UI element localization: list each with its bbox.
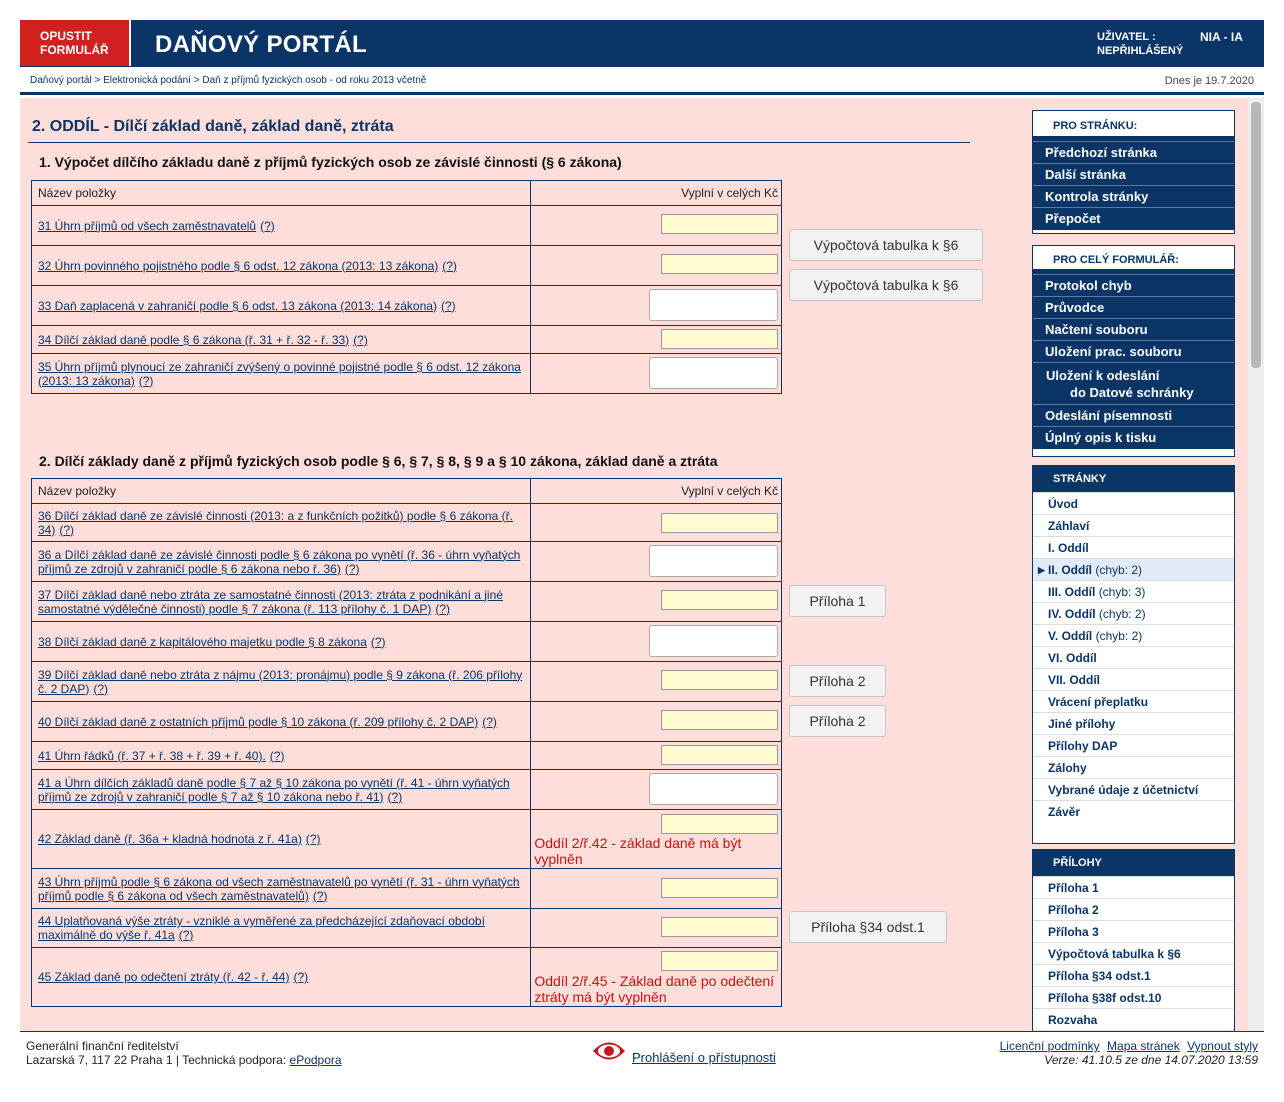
table-row (32, 702, 782, 742)
page-link-oddil-7[interactable] (1033, 668, 1234, 690)
nav-check-page[interactable]: Kontrola stránky (1033, 185, 1234, 207)
nav-previous-page[interactable]: Předchozí stránka (1033, 141, 1234, 163)
validation-error-42: Oddíl 2/ř.42 - základ daně má být vyplněn (534, 835, 742, 867)
attachment-link[interactable]: Příloha 2 (1033, 898, 1234, 920)
help-link[interactable]: (?) (312, 888, 328, 903)
breadcrumb-bar (20, 67, 1264, 95)
form-content (20, 98, 1248, 1031)
row-label-34 (32, 326, 531, 354)
sidebar-pages (1032, 465, 1235, 844)
attachment-link[interactable]: Příloha 3 (1033, 920, 1234, 942)
row-value-cell-41 (531, 742, 782, 770)
page-link-oddil-1[interactable] (1033, 536, 1234, 558)
breadcrumb-item-submissions[interactable]: Elektronická podání (103, 75, 191, 86)
page-link-zaver[interactable] (1033, 800, 1234, 822)
portal-title: DAŇOVÝ PORTÁL (155, 31, 367, 58)
user-label: UŽIVATEL : (1097, 31, 1156, 43)
row-label-35 (32, 354, 531, 394)
attachment-link[interactable]: Příloha 1 (1033, 876, 1234, 898)
table-row (32, 869, 782, 909)
accessibility-link[interactable]: Prohlášení o přístupnosti (632, 1050, 776, 1065)
row-label-44 (32, 909, 531, 948)
nav-next-page[interactable]: Další stránka (1033, 163, 1234, 185)
row-value-cell-42 (531, 810, 782, 869)
sidebar-attachments (1032, 849, 1235, 1031)
table-row (32, 810, 782, 869)
exit-form-label-1: OPUSTIT (40, 29, 93, 43)
row-value-cell-33 (531, 286, 782, 326)
row-link-38[interactable]: 38 Dílčí základ daně z kapitálového majetku podle § 8 zákona (38, 634, 367, 649)
page-link-label: IV. Oddíl (1048, 607, 1096, 621)
page-frame (20, 20, 1264, 1082)
row-value-cell-45 (531, 948, 782, 1007)
row-value-cell-36 (531, 504, 782, 542)
nav-save-work-file[interactable]: Uložení prac. souboru (1033, 340, 1234, 362)
attachment-2-button[interactable]: Příloha 2 (789, 665, 886, 697)
row-link-33[interactable]: 33 Daň zaplacená v zahraničí podle § 6 odst. 13 zákona (2013: 14 zákona) (38, 298, 437, 313)
page-error-count: (chyb: 3) (1098, 585, 1146, 599)
help-link[interactable]: (?) (440, 298, 456, 313)
sitemap-link[interactable]: Mapa stránek (1107, 1039, 1180, 1053)
row-label-40 (32, 702, 531, 742)
col-header-name: Název položky (32, 181, 531, 206)
page-link-label: VI. Oddíl (1048, 651, 1097, 665)
page-link-oddil-3[interactable] (1033, 580, 1234, 602)
row-44-input[interactable] (661, 917, 778, 937)
row-link-36[interactable]: 36 Dílčí základ daně ze závislé činnosti (2013: a z funkčních požitků) podle § 6 zákona (ř. 34) (38, 508, 513, 537)
page-link-label: V. Oddíl (1048, 629, 1093, 643)
nav-load-file[interactable]: Načtení souboru (1033, 318, 1234, 340)
page-error-count: (chyb: 2) (1095, 563, 1143, 577)
page-link-label: VII. Oddíl (1048, 673, 1101, 687)
table-row (32, 542, 782, 582)
row-link-44[interactable]: 44 Uplatňovaná výše ztráty - vzniklé a vyměřené za předcházející zdaňovací období maximálně do výše ř. 41a (38, 914, 485, 942)
sidebar-page-actions (1032, 110, 1235, 234)
row-value-cell-40 (531, 702, 782, 742)
support-link[interactable]: ePodpora (289, 1053, 342, 1067)
row-value-cell-31 (531, 206, 782, 246)
row-link-45[interactable]: 45 Základ daně po odečtení ztráty (ř. 42 - ř. 44) (38, 970, 290, 984)
page-link-label: Vrácení přeplatku (1048, 695, 1149, 709)
row-link-42[interactable]: 42 Základ daně (ř. 36a + kladná hodnota z ř. 41a) (38, 832, 302, 846)
page-link-label: Záhlaví (1048, 519, 1090, 533)
page-error-count: (chyb: 2) (1098, 607, 1146, 621)
page-link-uvod[interactable] (1033, 492, 1234, 514)
row-value-cell-37 (531, 582, 782, 622)
table-row (32, 948, 782, 1007)
table-row (32, 662, 782, 702)
page-link-label: Zálohy (1048, 761, 1087, 775)
help-link[interactable]: (?) (435, 601, 450, 616)
table-header-row (32, 479, 782, 504)
row-value-cell-35 (531, 354, 782, 394)
breadcrumb-separator: > (190, 75, 203, 86)
row-label-33 (32, 286, 531, 326)
page-link-label: Úvod (1048, 497, 1078, 511)
row-value-cell-32 (531, 246, 782, 286)
table-row (32, 909, 782, 948)
row-label-41a (32, 770, 531, 810)
row-label-41 (32, 742, 531, 770)
row-41-input[interactable] (661, 745, 778, 765)
row-label-42 (32, 810, 531, 869)
col-header-value: Vyplní v celých Kč (531, 181, 782, 206)
row-value-cell-41a (531, 770, 782, 810)
sidebar-form-title: PRO CELÝ FORMULÁŘ: (1033, 246, 1234, 274)
row-link-31[interactable]: 31 Úhrn příjmů od všech zaměstnavatelů (38, 218, 257, 233)
exit-form-label-2: FORMULÁŘ (40, 43, 109, 57)
row-40-input[interactable] (661, 710, 778, 730)
table-row (32, 354, 782, 394)
current-page-arrow-icon: ▶ (1038, 565, 1045, 575)
subsection-title-2: 2. Dílčí základy daně z příjmů fyzických osob podle § 6, § 7, § 8, § 9 a § 10 zákona, základ daně a ztráta (39, 453, 718, 469)
user-value: NEPŘIHLÁŠENÝ (1097, 45, 1184, 57)
page-link-zahlavi[interactable] (1033, 514, 1234, 536)
row-label-36 (32, 504, 531, 542)
sidebar-pages-title: STRÁNKY (1033, 466, 1234, 492)
row-value-cell-36a (531, 542, 782, 582)
row-link-43[interactable]: 43 Úhrn příjmů podle § 6 zákona od všech zaměstnavatelů po vynětí (ř. 31 - úhrn vyňatých příjmů podle § 6 zákona od všech zaměstnavatelů) (38, 874, 520, 903)
table-row (32, 742, 782, 770)
attachment-link[interactable]: Výpočtová tabulka k §6 (1033, 942, 1234, 964)
sidebar-page-title: PRO STRÁNKU: (1033, 111, 1234, 141)
table-row (32, 246, 782, 286)
breadcrumb (30, 75, 426, 86)
table-row (32, 206, 782, 246)
table-row (32, 326, 782, 354)
attachment-link[interactable]: Příloha §34 odst.1 (1033, 964, 1234, 986)
attachment-34-button[interactable]: Příloha §34 odst.1 (789, 911, 947, 943)
row-value-cell-43 (531, 869, 782, 909)
page-link-label: Závěr (1048, 805, 1081, 819)
row-link-32[interactable]: 32 Úhrn povinného pojistného podle § 6 odst. 12 zákona (2013: 13 zákona) (38, 258, 439, 273)
row-37-input[interactable] (661, 590, 778, 610)
table-header-row (32, 181, 782, 206)
org-name: Generální finanční ředitelství (26, 1039, 179, 1053)
calc-table-6-button[interactable]: Výpočtová tabulka k §6 (789, 229, 983, 261)
row-33-input[interactable] (649, 289, 778, 321)
disable-styles-link[interactable]: Vypnout styly (1187, 1039, 1258, 1053)
row-value-cell-38 (531, 622, 782, 662)
page-link-oddil-6[interactable] (1033, 646, 1234, 668)
row-label-38 (32, 622, 531, 662)
help-link[interactable]: (?) (178, 928, 194, 942)
row-34-input[interactable] (661, 329, 778, 349)
nav-save-for-databox-line2: do Datové schránky (1070, 385, 1194, 400)
row-link-40[interactable]: 40 Dílčí základ daně z ostatních příjmů podle § 10 zákona (ř. 209 přílohy č. 2 DAP) (38, 714, 479, 729)
help-link[interactable]: (?) (59, 522, 75, 537)
page-link-ucetnictvi[interactable] (1033, 778, 1234, 800)
row-label-31 (32, 206, 531, 246)
row-value-cell-34 (531, 326, 782, 354)
page-link-label: Přílohy DAP (1048, 739, 1118, 753)
help-link[interactable]: (?) (269, 748, 285, 763)
row-label-37 (32, 582, 531, 622)
page-footer (20, 1031, 1264, 1082)
help-link[interactable]: (?) (370, 634, 386, 649)
help-link[interactable]: (?) (482, 714, 497, 729)
org-address-text: Lazarská 7, 117 22 Praha 1 | Technická podpora: (26, 1053, 287, 1067)
page-error-count: (chyb: 2) (1095, 629, 1143, 643)
nav-print-copy[interactable]: Úplný opis k tisku (1033, 426, 1234, 449)
row-label-45 (32, 948, 531, 1007)
org-address (26, 1053, 342, 1067)
license-link[interactable]: Licenční podmínky (999, 1039, 1100, 1053)
row-link-39[interactable]: 39 Dílčí základ daně nebo ztráta z nájmu (2013: pronájmu) podle § 9 zákona (ř. 206 přílohy č. 2 DAP) (38, 667, 523, 696)
row-36a-input[interactable] (649, 545, 778, 577)
row-35-input[interactable] (649, 357, 778, 389)
help-link[interactable]: (?) (353, 332, 368, 347)
help-link[interactable]: (?) (442, 258, 457, 273)
row-label-32 (32, 246, 531, 286)
sidebar-attachments-title: PŘÍLOHY (1033, 850, 1234, 876)
row-label-39 (32, 662, 531, 702)
nav-recalculate[interactable]: Přepočet (1033, 207, 1234, 230)
nav-submit[interactable]: Odeslání písemnosti (1033, 404, 1234, 426)
row-32-input[interactable] (661, 254, 778, 274)
breadcrumb-separator: > (91, 75, 104, 86)
page-link-label: Jiné přílohy (1048, 717, 1116, 731)
user-status (1097, 30, 1183, 58)
help-link[interactable]: (?) (344, 561, 360, 576)
table-row (32, 582, 782, 622)
row-link-41[interactable]: 41 Úhrn řádků (ř. 37 + ř. 38 + ř. 39 + ř. 40). (38, 748, 266, 763)
footer-organization (26, 1039, 342, 1067)
page-link-label: Vybrané údaje z účetnictví (1048, 783, 1199, 797)
row-label-43 (32, 869, 531, 909)
nav-guide[interactable]: Průvodce (1033, 296, 1234, 318)
row-label-36a (32, 542, 531, 582)
row-45-input[interactable] (661, 951, 778, 971)
table-employment-income (31, 180, 782, 394)
accessibility-statement[interactable] (592, 1040, 776, 1065)
col-header-value: Vyplní v celých Kč (531, 479, 782, 504)
current-date: Dnes je 19.7.2020 (1164, 75, 1254, 87)
calc-table-6-button[interactable]: Výpočtová tabulka k §6 (789, 269, 983, 301)
table-row (32, 504, 782, 542)
page-link-vraceni-preplatku[interactable] (1033, 690, 1234, 712)
row-36-input[interactable] (661, 513, 778, 533)
exit-form-button[interactable] (20, 20, 131, 66)
row-42-input[interactable] (661, 814, 778, 834)
page-link-label: III. Oddíl (1048, 585, 1096, 599)
row-value-cell-44 (531, 909, 782, 948)
row-link-35[interactable]: 35 Úhrn příjmů plynoucí ze zahraničí zvýšený o povinné pojistné podle § 6 odst. 12 zákona (2013: 13 zákona) (38, 359, 521, 388)
footer-links (996, 1039, 1258, 1067)
attachment-link[interactable]: Příloha §38f odst.10 (1033, 986, 1234, 1008)
nav-save-for-databox[interactable] (1033, 362, 1234, 404)
page-link-oddil-4[interactable] (1033, 602, 1234, 624)
table-row (32, 622, 782, 662)
breadcrumb-item-current[interactable]: Daň z příjmů fyzických osob - od roku 2013 včetně (202, 75, 427, 86)
row-43-input[interactable] (661, 878, 778, 898)
section-title: 2. ODDÍL - Dílčí základ daně, základ daně, ztráta (32, 118, 394, 135)
table-row (32, 770, 782, 810)
attachment-link[interactable]: Rozvaha (1033, 1008, 1234, 1030)
row-link-36a[interactable]: 36 a Dílčí základ daně ze závislé činnosti podle § 6 zákona po vynětí (ř. 36 - úhrn vyňatých příjmů ze zdrojů v zahraničí podle § 6 zákona nebo ř. 36) (38, 547, 521, 576)
vertical-scrollbar[interactable] (1248, 98, 1264, 1031)
section-divider (28, 142, 970, 143)
breadcrumb-item-portal[interactable]: Daňový portál (30, 75, 92, 86)
attachment-1-button[interactable]: Příloha 1 (789, 585, 886, 617)
portal-header (20, 20, 1264, 67)
help-link[interactable]: (?) (387, 789, 403, 804)
validation-error-45: Oddíl 2/ř.45 - Základ daně po odečtení ztráty má být vyplněn (534, 973, 775, 1005)
page-link-oddil-2[interactable] (1033, 558, 1234, 580)
help-link[interactable]: (?) (260, 218, 275, 233)
help-link[interactable]: (?) (93, 681, 109, 696)
col-header-name: Název položky (32, 479, 531, 504)
row-link-41a[interactable]: 41 a Úhrn dílčích základů daně podle § 7 až § 10 zákona po vynětí (ř. 41 - úhrn vyňatých příjmů ze zdrojů v zahraničí podle § 7 až § 10 zákona nebo ř. 41) (38, 775, 510, 804)
help-link[interactable]: (?) (293, 970, 309, 984)
scrollbar-thumb[interactable] (1251, 102, 1261, 368)
page-link-label: I. Oddíl (1048, 541, 1089, 555)
version-info: Verze: 41.10.5 ze dne 14.07.2020 13:59 (1044, 1053, 1258, 1067)
row-link-37[interactable]: 37 Dílčí základ daně nebo ztráta ze samostatné činnosti (2013: ztráta z podnikání a jiné samostatné výdělečné činnosti) podle § 7 zákona (ř. 113 přílohy č. 1 DAP) (38, 587, 503, 616)
attachment-2-button[interactable]: Příloha 2 (789, 705, 886, 737)
nia-login-link[interactable]: NIA - IA (1200, 30, 1243, 44)
page-link-label: II. Oddíl (1048, 563, 1092, 577)
nav-save-for-databox-line1: Uložení k odeslání (1046, 368, 1160, 383)
row-38-input[interactable] (649, 625, 778, 657)
page-link-zalohy[interactable] (1033, 756, 1234, 778)
page-link-prilohy-dap[interactable] (1033, 734, 1234, 756)
page-link-oddil-5[interactable] (1033, 624, 1234, 646)
nav-error-log[interactable]: Protokol chyb (1033, 274, 1234, 296)
help-link[interactable]: (?) (305, 832, 321, 846)
sidebar-form-actions (1032, 245, 1235, 457)
page-link-jine-prilohy[interactable] (1033, 712, 1234, 734)
table-tax-bases (31, 478, 782, 1007)
row-39-input[interactable] (661, 670, 778, 690)
row-41a-input[interactable] (649, 773, 778, 805)
eye-icon (592, 1040, 626, 1062)
subsection-title-1: 1. Výpočet dílčího základu daně z příjmů fyzických osob ze závislé činnosti (§ 6 zákona) (39, 154, 622, 170)
row-31-input[interactable] (661, 214, 778, 234)
table-row (32, 286, 782, 326)
help-link[interactable]: (?) (138, 373, 154, 388)
row-link-34[interactable]: 34 Dílčí základ daně podle § 6 zákona (ř. 31 + ř. 32 - ř. 33) (38, 332, 350, 347)
row-value-cell-39 (531, 662, 782, 702)
